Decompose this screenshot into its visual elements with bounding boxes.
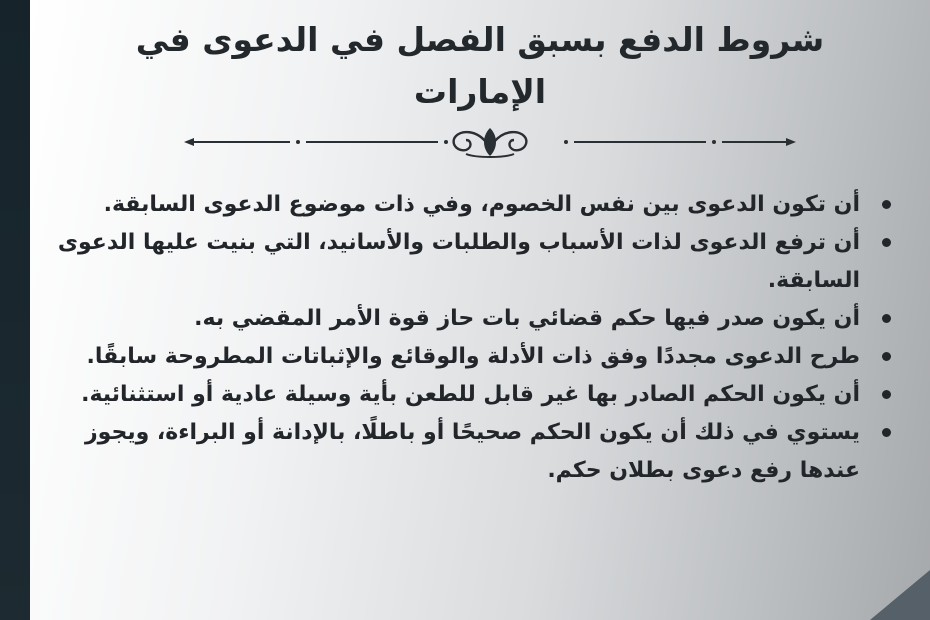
list-item: أن يكون الحكم الصادر بها غير قابل للطعن بأية وسيلة عادية أو استثنائية. (56, 376, 896, 414)
decorative-divider-icon (180, 124, 800, 160)
list-item: طرح الدعوى مجددًا وفق ذات الأدلة والوقائع والإثباتات المطروحة سابقًا. (56, 338, 896, 376)
left-dark-band (0, 0, 30, 620)
content-panel (30, 0, 930, 620)
corner-decoration (870, 570, 930, 620)
list-item: أن تكون الدعوى بين نفس الخصوم، وفي ذات موضوع الدعوى السابقة. (56, 186, 896, 224)
list-item: أن ترفع الدعوى لذات الأسباب والطلبات والأسانيد، التي بنيت عليها الدعوى السابقة. (56, 224, 896, 300)
list-item: أن يكون صدر فيها حكم قضائي بات حاز قوة الأمر المقضي به. (56, 300, 896, 338)
page-title: شروط الدفع بسبق الفصل في الدعوى في الإمارات (135, 20, 825, 111)
list-item: يستوي في ذلك أن يكون الحكم صحيحًا أو باطلًا، بالإدانة أو البراءة، ويجوز عندها رفع دعوى بطلان حكم. (56, 414, 896, 490)
conditions-list (56, 186, 896, 490)
